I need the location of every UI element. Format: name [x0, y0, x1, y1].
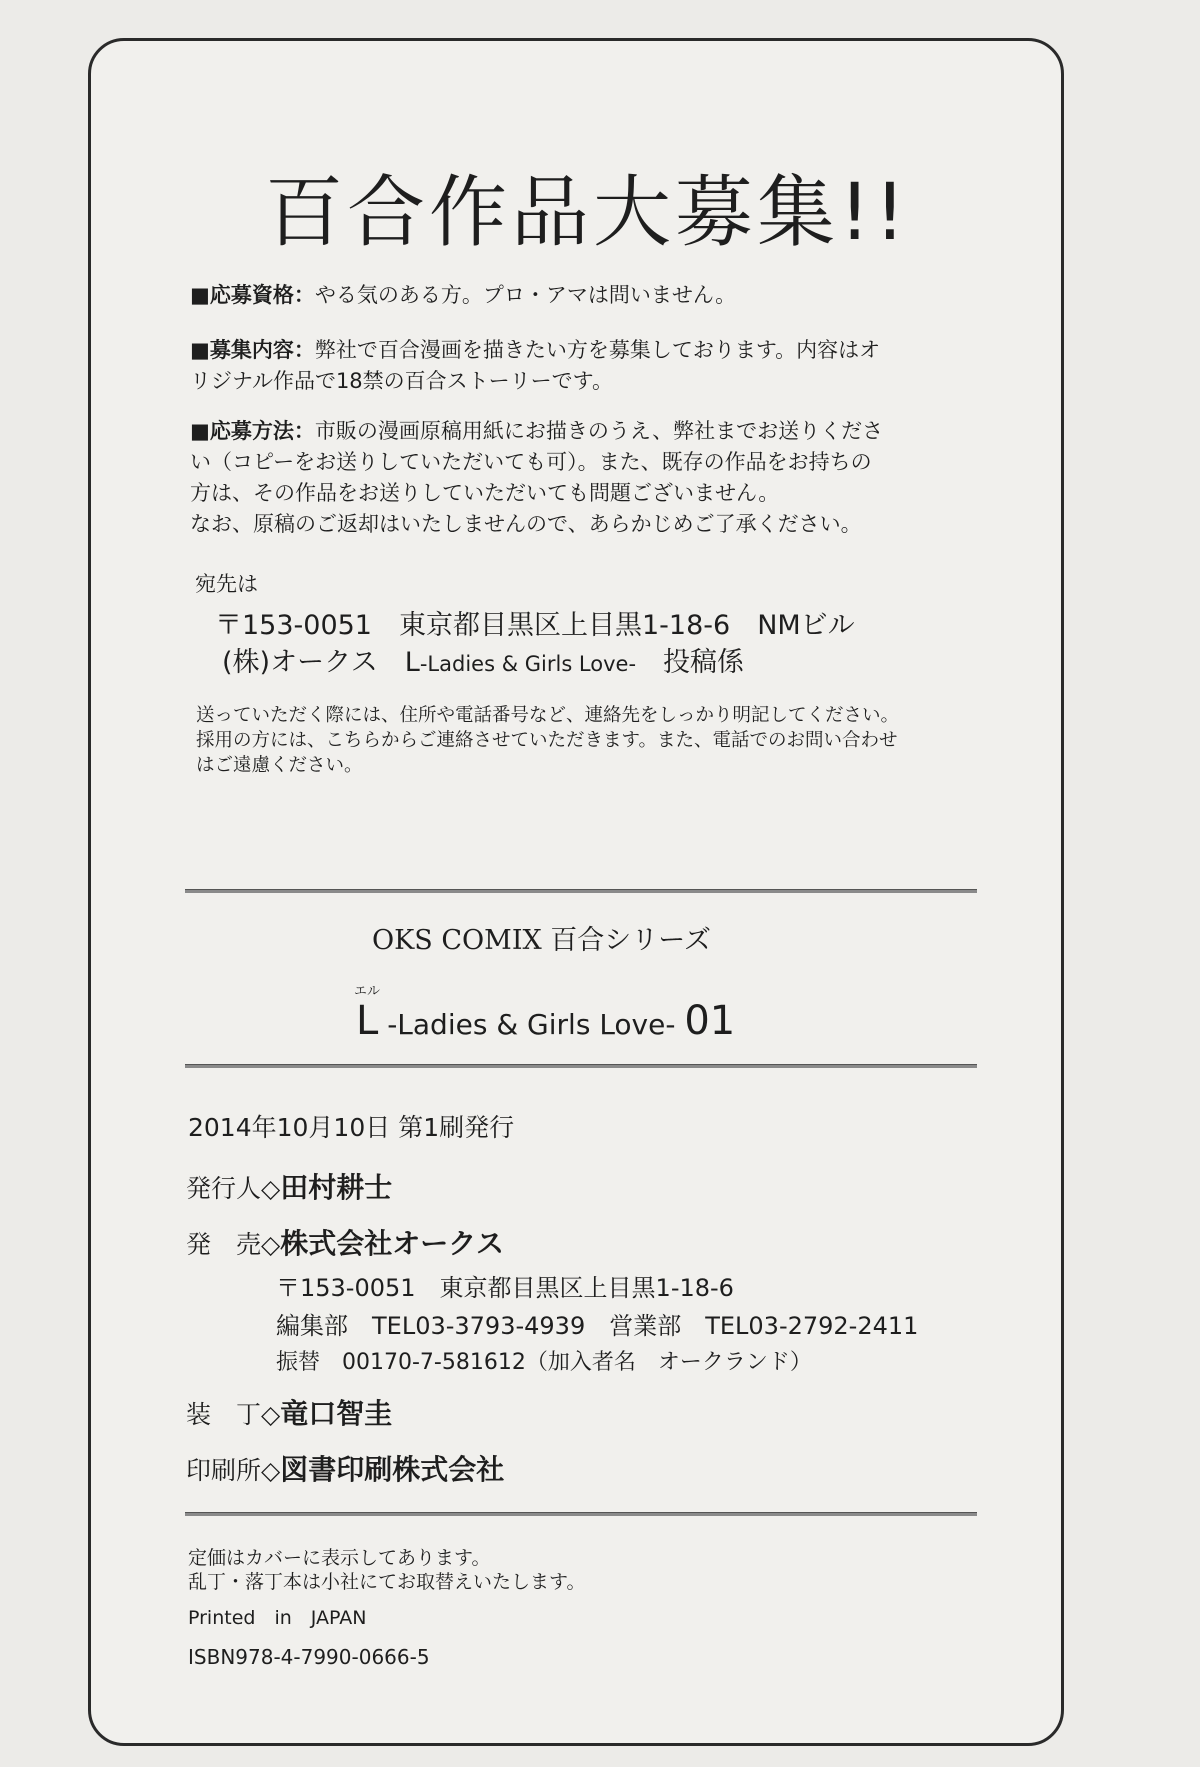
footer-notes	[188, 1546, 585, 1594]
editorial-line: 編集部 TEL03-3793-4939 営業部 TEL03-2792-2411	[276, 1312, 919, 1340]
seller-address: 〒153-0051 東京都目黒区上目黒1-18-6	[276, 1274, 734, 1302]
recruit-title: 百合作品大募集!!	[265, 168, 910, 258]
address-company-suffix: 投稿係	[636, 647, 745, 678]
method-text-1: 市販の漫画原稿用紙にお描きのうえ、弊社までお送りくださ	[314, 419, 884, 443]
design-name: 竜口智圭	[280, 1397, 393, 1430]
method-label: ■応募方法：	[190, 419, 315, 443]
seller-name: 株式会社オークス	[280, 1227, 504, 1260]
seller-line	[186, 1222, 504, 1262]
eligibility-text: やる気のある方。プロ・アマは問いません。	[314, 283, 737, 307]
price-note: 定価はカバーに表示してあります。	[188, 1547, 491, 1569]
book-title-main: -Ladies & Girls Love-	[378, 1008, 685, 1041]
publisher-name: 田村耕士	[280, 1171, 393, 1204]
printed-in: Printed in JAPAN	[188, 1607, 367, 1629]
replace-note: 乱丁・落丁本は小社にてお取替えいたします。	[188, 1571, 586, 1593]
method-text-3: 方は、その作品をお送りしていただいても問題ございません。	[190, 481, 780, 505]
content-text-1: 弊社で百合漫画を描きたい方を募集しております。内容はオ	[314, 338, 881, 362]
book-title	[356, 998, 735, 1044]
note-line-3: はご遠慮ください。	[196, 755, 363, 776]
seller-label: 発 売◇	[186, 1230, 281, 1259]
address-company-label: -Ladies & Girls Love-	[419, 652, 637, 676]
divider-middle	[185, 1064, 977, 1068]
content-text-2: リジナル作品で18禁の百合ストーリーです。	[190, 369, 613, 393]
address-company	[222, 640, 744, 679]
note-line-1: 送っていただく際には、住所や電話番号など、連絡先をしっかり明記してください。	[196, 705, 900, 726]
address-heading: 宛先は	[195, 572, 258, 596]
title-ruby: エル	[354, 984, 381, 999]
divider-bottom	[185, 1512, 977, 1516]
note-line-2: 採用の方には、こちらからご連絡させていただきます。また、電話でのお問い合わせ	[196, 730, 898, 751]
publisher-line	[186, 1166, 392, 1206]
eligibility-line	[190, 280, 736, 311]
divider-top	[185, 889, 977, 893]
notes-block	[196, 703, 899, 778]
method-block	[190, 416, 883, 540]
series-name: OKS COMIX 百合シリーズ	[372, 925, 711, 956]
publisher-label: 発行人◇	[186, 1174, 281, 1203]
book-title-letter: L	[356, 998, 379, 1044]
printer-name: 図書印刷株式会社	[280, 1453, 505, 1486]
printer-label: 印刷所◇	[186, 1456, 281, 1485]
transfer-line: 振替 00170-7-581612（加入者名 オークランド）	[276, 1350, 812, 1375]
content-label: ■募集内容：	[190, 338, 315, 362]
eligibility-label: ■応募資格：	[190, 283, 315, 307]
book-volume: 01	[684, 998, 736, 1044]
method-text-4: なお、原稿のご返却はいたしませんので、あらかじめご了承ください。	[190, 512, 862, 536]
method-text-2: い（コピーをお送りしていただいても可）。また、既存の作品をお持ちの	[190, 450, 872, 474]
isbn: ISBN978-4-7990-0666-5	[188, 1645, 430, 1669]
address-postal: 〒153-0051 東京都目黒区上目黒1-18-6 NMビル	[215, 610, 855, 641]
design-line	[186, 1392, 392, 1432]
printer-line	[186, 1448, 504, 1488]
publish-date: 2014年10月10日 第1刷発行	[188, 1113, 515, 1142]
design-label: 装 丁◇	[186, 1400, 281, 1429]
address-company-name: (株)オークス L	[222, 647, 420, 678]
content-block	[190, 335, 880, 397]
